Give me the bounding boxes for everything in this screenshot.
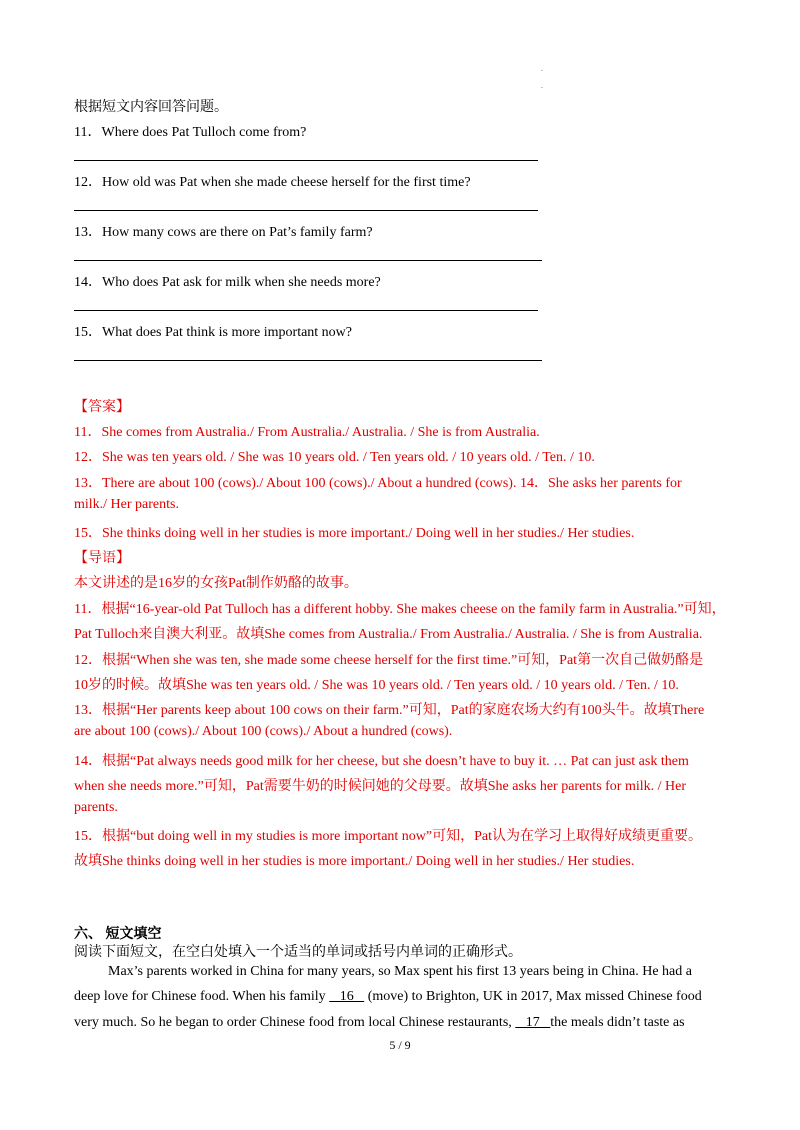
guide-line: 15．根据“but doing well in my studies is more important now”可知，Pat认为在学习上取得好成绩更重要。: [74, 829, 703, 844]
question-instruction: 根据短文内容回答问题。: [74, 100, 228, 115]
question-14: 14．Who does Pat ask for milk when she needs more?: [74, 275, 381, 290]
answer-heading: 【答案】: [74, 400, 130, 415]
answer-line-12[interactable]: [74, 210, 538, 211]
section-instruction: 阅读下面短文，在空白处填入一个适当的单词或括号内单词的正确形式。: [74, 945, 522, 960]
answer-line: milk./ Her parents.: [74, 497, 179, 512]
answer-line: 13．There are about 100 (cows)./ About 100 (cows)./ About a hundred (cows). 14．She asks her parents for: [74, 476, 682, 491]
answer-line-11[interactable]: [74, 160, 538, 161]
guide-line: 14．根据“Pat always needs good milk for her cheese, but she doesn’t have to buy it. … Pat can just ask them: [74, 754, 689, 769]
question-15: 15．What does Pat think is more important now?: [74, 325, 353, 340]
guide-line: are about 100 (cows)./ About 100 (cows)./ About a hundred (cows).: [74, 724, 453, 739]
page-number: 5 / 9: [389, 1038, 411, 1052]
guide-line: 13．根据“Her parents keep about 100 cows on their farm.”可知，Pat的家庭农场大约有100头牛。故填There: [74, 703, 705, 718]
passage-line: [74, 1015, 685, 1031]
guide-line: Pat Tulloch来自澳大利亚。故填She comes from Australia./ From Australia./ Australia. / She is from Australia.: [74, 627, 703, 642]
passage-line: [74, 989, 702, 1005]
answer-line: 15．She thinks doing well in her studies is more important./ Doing well in her studies./ Her studies.: [74, 526, 635, 541]
question-13: 13．How many cows are there on Pat’s family farm?: [74, 225, 373, 240]
passage-line: Max’s parents worked in China for many years, so Max spent his first 13 years being in China. He had a: [108, 964, 692, 979]
corner-marks: . .: [541, 64, 543, 90]
guide-line: 10岁的时候。故填She was ten years old. / She was 10 years old. / Ten years old. / 10 years old. / Ten. / 10.: [74, 678, 679, 693]
question-12: 12．How old was Pat when she made cheese herself for the first time?: [74, 175, 471, 190]
passage-text: (move) to Brighton, UK in 2017, Max missed Chinese food: [364, 989, 702, 1004]
answer-line: 11．She comes from Australia./ From Australia./ Australia. / She is from Australia.: [74, 425, 540, 440]
answer-line-15[interactable]: [74, 360, 542, 361]
guide-heading: 【导语】: [74, 551, 130, 566]
guide-line: when she needs more.”可知，Pat需要牛奶的时候问她的父母要。故填She asks her parents for milk. / Her: [74, 779, 687, 794]
guide-line: 12．根据“When she was ten, she made some cheese herself for the first time.”可知，Pat第一次自己做奶酪是: [74, 653, 704, 668]
guide-line: parents.: [74, 800, 118, 815]
passage-text: deep love for Chinese food. When his family: [74, 989, 330, 1004]
section-title: 六、 短文填空: [74, 927, 162, 942]
question-11: 11．Where does Pat Tulloch come from?: [74, 125, 307, 140]
guide-line: 本文讲述的是16岁的女孩Pat制作奶酪的故事。: [74, 576, 358, 591]
answer-line: 12．She was ten years old. / She was 10 years old. / Ten years old. / 10 years old. / Ten. / 10.: [74, 450, 595, 465]
answer-line-14[interactable]: [74, 310, 538, 311]
passage-text: very much. So he began to order Chinese food from local Chinese restaurants,: [74, 1015, 516, 1030]
guide-line: 故填She thinks doing well in her studies is more important./ Doing well in her studies./ Her studies.: [74, 854, 635, 869]
blank-16[interactable]: 16: [329, 989, 365, 1004]
blank-17[interactable]: 17: [515, 1015, 551, 1030]
guide-line: 11．根据“16-year-old Pat Tulloch has a different hobby. She makes cheese on the family farm in Australia.”可知，: [74, 602, 726, 617]
answer-line-13[interactable]: [74, 260, 542, 261]
passage-text: the meals didn’t taste as: [550, 1015, 685, 1030]
